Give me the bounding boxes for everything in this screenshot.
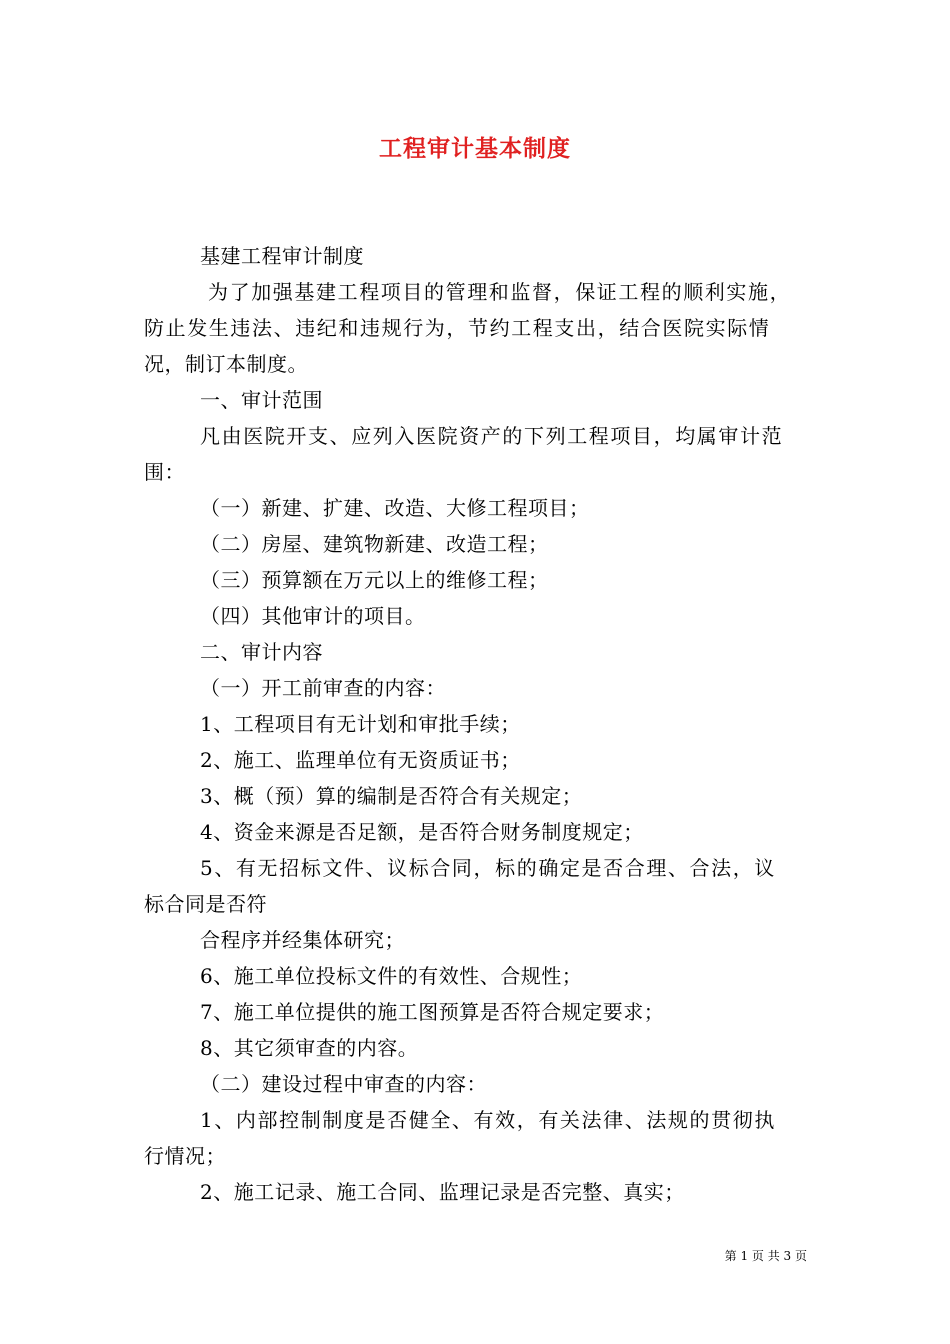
subsection-heading: （二）建设过程中审查的内容： [200,1072,487,1096]
list-item: （二）房屋、建筑物新建、改造工程； [200,532,549,556]
list-item: 7、施工单位提供的施工图预算是否符合规定要求； [200,1000,665,1024]
section-heading: 基建工程审计制度 [200,244,364,268]
paragraph-line: 防止发生违法、违纪和违规行为，节约工程支出，结合医院实际情 [144,316,771,340]
list-item: 8、其它须审查的内容。 [200,1036,419,1060]
list-item-continued: 标合同是否符 [144,892,267,916]
list-item: 3、概（预）算的编制是否符合有关规定； [200,784,583,808]
list-item: （一）新建、扩建、改造、大修工程项目； [200,496,590,520]
list-item-continued: 行情况； [144,1144,226,1168]
list-item: 2、施工记录、施工合同、监理记录是否完整、真实； [200,1180,685,1204]
subsection-heading: （一）开工前审查的内容： [200,676,446,700]
list-item: 2、施工、监理单位有无资质证书； [200,748,521,772]
paragraph-line: 况，制订本制度。 [144,352,308,376]
document-body [144,238,808,1210]
list-item: 6、施工单位投标文件的有效性、合规性； [200,964,583,988]
list-item: （四）其他审计的项目。 [200,604,426,628]
page-number-footer: 第 1 页 共 3 页 [724,1249,807,1263]
list-item-continued: 合程序并经集体研究； [200,928,405,952]
section-heading: 一、审计范围 [200,388,323,412]
document-title: 工程审计基本制度 [379,135,571,162]
paragraph-line: 围： [144,460,185,484]
section-heading: 二、审计内容 [200,640,323,664]
list-item: 1、内部控制制度是否健全、有效，有关法律、法规的贯彻执 [200,1108,776,1132]
paragraph-line: 凡由医院开支、应列入医院资产的下列工程项目，均属审计范 [200,424,784,448]
list-item: （三）预算额在万元以上的维修工程； [200,568,549,592]
list-item: 4、资金来源是否足额，是否符合财务制度规定； [200,820,644,844]
list-item: 5、有无招标文件、议标合同，标的确定是否合理、合法，议 [200,856,776,880]
paragraph-line: 为了加强基建工程项目的管理和监督，保证工程的顺利实施， [208,280,792,304]
list-item: 1、工程项目有无计划和审批手续； [200,712,521,736]
